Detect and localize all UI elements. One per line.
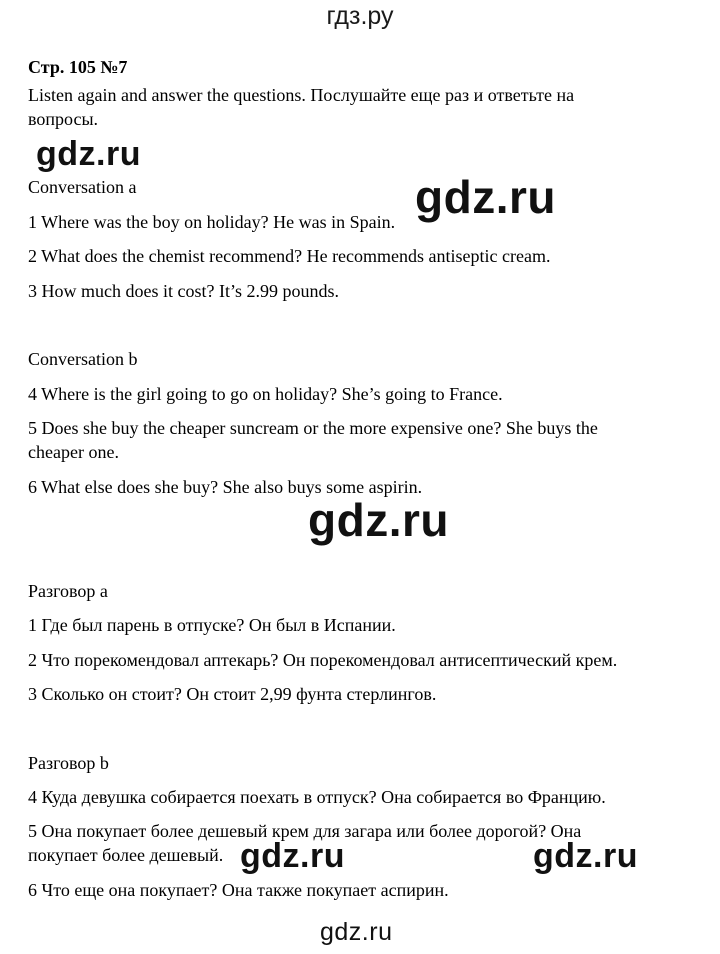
watermark: gdz.ru xyxy=(36,135,141,173)
question-5: 5 Does she buy the cheaper suncream or the more expensive one? She buys the cheaper one. xyxy=(28,418,598,462)
question-6: 6 What else does she buy? She also buys some aspirin. xyxy=(28,477,423,497)
question-2: 2 What does the chemist recommend? He recommends antiseptic cream. xyxy=(28,246,551,266)
razgovor-b-heading: Разговор b xyxy=(28,753,109,773)
ru-question-2: 2 Что порекомендовал аптекарь? Он порекомендовал антисептический крем. xyxy=(28,650,618,670)
conversation-b-heading: Conversation b xyxy=(28,349,138,369)
conversation-a-heading: Conversation a xyxy=(28,177,137,197)
question-3: 3 How much does it cost? It’s 2.99 pounds. xyxy=(28,281,339,301)
instruction: Listen again and answer the questions. Послушайте еще раз и ответьте на вопросы. xyxy=(28,85,575,129)
watermark: gdz.ru xyxy=(533,837,638,875)
ru-question-6: 6 Что еще она покупает? Она также покупает аспирин. xyxy=(28,880,449,900)
watermark: gdz.ru xyxy=(415,171,556,223)
ru-question-4: 4 Куда девушка собирается поехать в отпуск? Она собирается во Францию. xyxy=(28,787,606,807)
site-header: гдз.ру xyxy=(326,2,394,30)
question-1: 1 Where was the boy on holiday? He was in Spain. xyxy=(28,212,396,232)
ru-question-1: 1 Где был парень в отпуске? Он был в Испании. xyxy=(28,615,396,635)
razgovor-a-heading: Разговор а xyxy=(28,581,108,601)
page-title: Стр. 105 №7 xyxy=(28,57,128,77)
question-4: 4 Where is the girl going to go on holiday? She’s going to France. xyxy=(28,384,503,404)
ru-question-3: 3 Сколько он стоит? Он стоит 2,99 фунта стерлингов. xyxy=(28,684,437,704)
watermark: gdz.ru xyxy=(240,837,345,875)
watermark: gdz.ru xyxy=(320,918,393,946)
watermark: gdz.ru xyxy=(308,494,449,546)
ru-question-5: 5 Она покупает более дешевый крем для загара или более дорогой? Она покупает более дешевый. xyxy=(28,821,582,865)
